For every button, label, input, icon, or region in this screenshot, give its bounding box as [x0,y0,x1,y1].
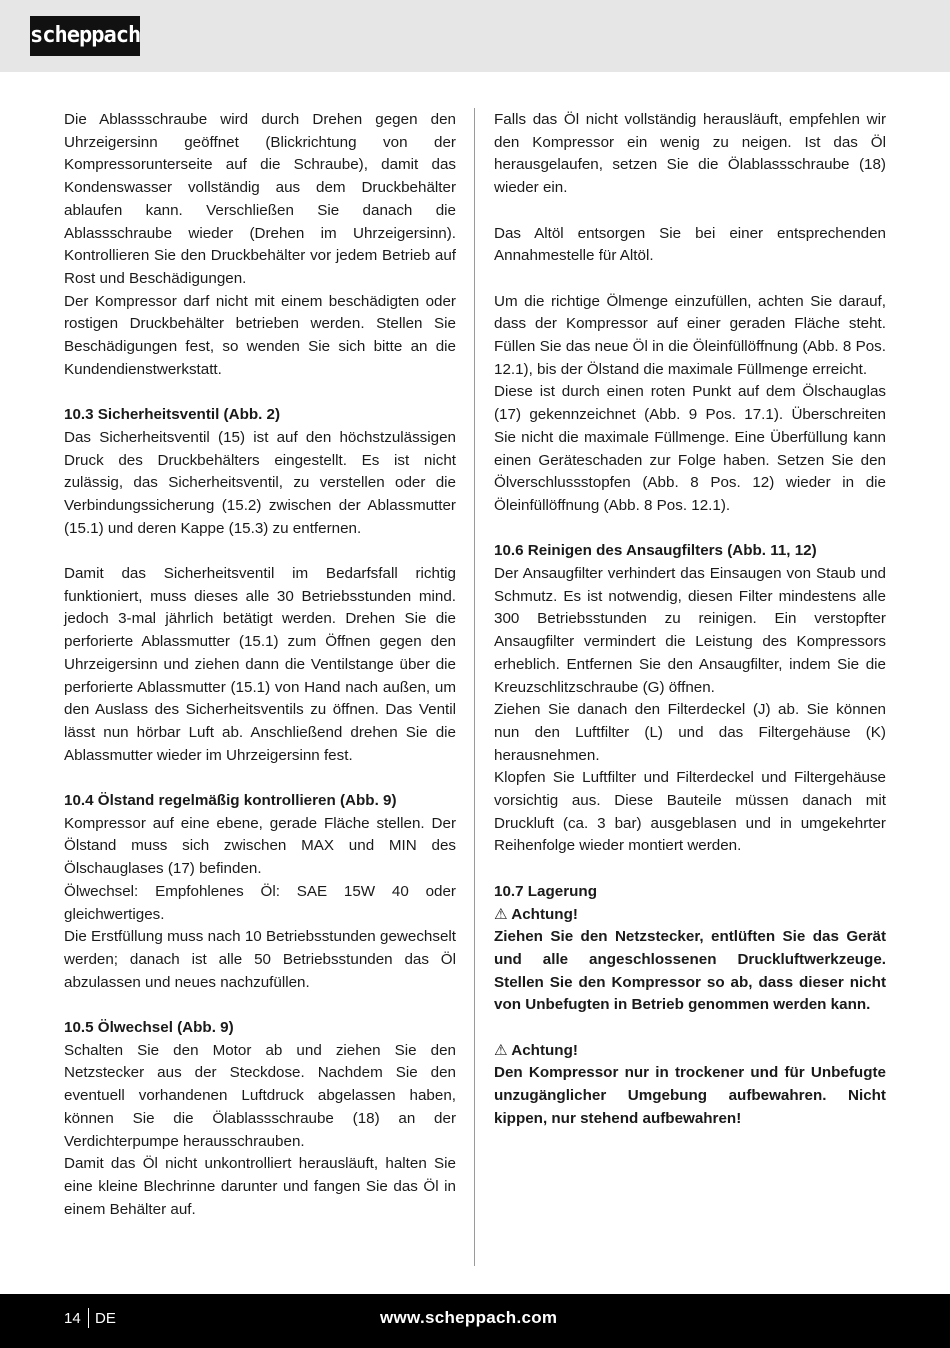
right-column [494,109,886,1131]
paragraph: Ziehen Sie danach den Filterdeckel (J) ab. Sie können nun den Luftfilter (L) und das Filtergehäuse (K) herausnehmen. [494,701,886,764]
warning-title: ⚠ Achtung! [494,905,578,923]
page-footer [0,1294,950,1348]
paragraph: Schalten Sie den Motor ab und ziehen Sie den Netzstecker aus der Steckdose. Nachdem Sie den eventuell vorhandenen Luftdruck abgelassen haben, können Sie die Ölablassschraube (18) an der Verdichterpumpe herausschrauben. [64,1041,456,1150]
page-number: 14 [64,1310,81,1327]
section-heading-10-4: 10.4 Ölstand regelmäßig kontrollieren (Abb. 9) [64,792,397,810]
paragraph: Damit das Sicherheitsventil im Bedarfsfall richtig funktioniert, muss dieses alle 30 Betriebsstunden mind. jedoch 3-mal jährlich betätigt werden. Drehen Sie die perforierte Ablassmutter (15.1) zum Öffnen gegen den Uhrzeigersinn und ziehen dann die Ventilstange über die perforierte Ablassmutter (15.1) von Hand nach außen, um den Auslass des Sicherheitsventils zu öffnen. Das Ventil lässt nun hörbar Luft ab. Anschließend drehen Sie die Ablassmutter wieder im Uhrzeigersinn fest. [64,565,456,764]
paragraph: Kompressor auf eine ebene, gerade Fläche stellen. Der Ölstand muss sich zwischen MAX und MIN des Ölschauglases (17) befinden. [64,814,456,878]
paragraph: Falls das Öl nicht vollständig herausläuft, empfehlen wir den Kompressor ein wenig zu neigen. Ist das Öl herausgelaufen, setzen Sie die Ölablassschraube (18) wieder ein. [494,111,886,197]
footer-separator [88,1308,89,1328]
paragraph: Klopfen Sie Luftfilter und Filterdeckel und Filtergehäuse vorsichtig aus. Diese Bauteile müssen danach mit Druckluft (ca. 3 bar) ausgeblasen und in umgekehrter Reihenfolge wieder montiert werden. [494,769,886,855]
warning-text: Ziehen Sie den Netzstecker, entlüften Sie das Gerät und alle angeschlossenen Druckluftwerkzeuge. Stellen Sie den Kompressor so ab, dass dieser nicht von Unbefugten in Betrieb genommen werden kann. [494,928,886,1014]
column-divider [474,108,475,1266]
section-heading-10-7: 10.7 Lagerung [494,882,597,900]
website-url[interactable]: www.scheppach.com [380,1308,558,1327]
warning-title: ⚠ Achtung! [494,1041,578,1059]
paragraph: Ölwechsel: Empfohlenes Öl: SAE 15W 40 oder gleichwertiges. [64,882,456,923]
section-heading-10-3: 10.3 Sicherheitsventil (Abb. 2) [64,406,281,424]
paragraph: Die Erstfüllung muss nach 10 Betriebsstunden gewechselt werden; danach ist alle 50 Betriebsstunden das Öl abzulassen und neues nachzufüllen. [64,928,456,991]
warning-text: Den Kompressor nur in trockener und für Unbefugte unzugänglicher Umgebung aufbewahren. Nicht kippen, nur stehend aufbewahren! [494,1064,886,1127]
section-heading-10-6: 10.6 Reinigen des Ansaugfilters (Abb. 11, 12) [494,542,817,560]
language-code: DE [95,1310,116,1327]
paragraph: Um die richtige Ölmenge einzufüllen, achten Sie darauf, dass der Kompressor auf einer geraden Fläche steht. Füllen Sie das neue Öl in die Öleinfüllöffnung (Abb. 8 Pos. 12.1), bis der Ölstand die maximale Füllmenge erreicht. [494,292,886,378]
paragraph: Das Sicherheitsventil (15) ist auf den höchstzulässigen Druck des Druckbehälters eingestellt. Es ist nicht zulässig, das Sicherheitsventil, zu verstellen oder die Verbindungssicherung (15.2) zwischen der Ablassmutter (15.1) und deren Kappe (15.3) zu entfernen. [64,428,456,537]
paragraph: Diese ist durch einen roten Punkt auf dem Ölschauglas (17) gekennzeichnet (Abb. 9 Pos. 17.1). Überschreiten Sie nicht die maximale Füllmenge. Eine Überfüllung kann einen Geräteschaden zur Folge haben. Setzen Sie den Ölverschlussstopfen (Abb. 8 Pos. 12) wieder in die Öleinfüllöffnung (Abb. 8 Pos. 12.1). [494,383,886,514]
paragraph: Der Kompressor darf nicht mit einem beschädigten oder rostigen Druckbehälter betrieben werden. Stellen Sie Beschädigungen fest, so wenden Sie sich bitte an die Kundendienstwerkstatt. [64,292,456,378]
brand-logo: scheppach [30,16,140,56]
left-column [64,109,456,1221]
page-header [0,0,950,72]
section-heading-10-5: 10.5 Ölwechsel (Abb. 9) [64,1019,234,1037]
paragraph: Das Altöl entsorgen Sie bei einer entsprechenden Annahmestelle für Altöl. [494,224,886,265]
paragraph: Damit das Öl nicht unkontrolliert herausläuft, halten Sie eine kleine Blechrinne darunter und fangen Sie das Öl in einem Behälter auf. [64,1155,456,1218]
paragraph: Der Ansaugfilter verhindert das Einsaugen von Staub und Schmutz. Es ist notwendig, diesen Filter mindestens alle 300 Betriebsstunden zu reinigen. Ein verstopfter Ansaugfilter vermindert die Leistung des Kompressors erheblich. Entfernen Sie den Ansaugfilter, indem Sie die Kreuzschlitzschraube (G) öffnen. [494,565,886,696]
paragraph: Die Ablassschraube wird durch Drehen gegen den Uhrzeigersinn geöffnet (Blickrichtung von der Kompressorunterseite auf die Schraube), damit das Kondenswasser vollständig aus dem Druckbehälter ablaufen kann. Verschließen Sie danach die Ablassschraube wieder (Drehen im Uhrzeigersinn). Kontrollieren Sie den Druckbehälter vor jedem Betrieb auf Rost und Beschädigungen. [64,111,456,287]
